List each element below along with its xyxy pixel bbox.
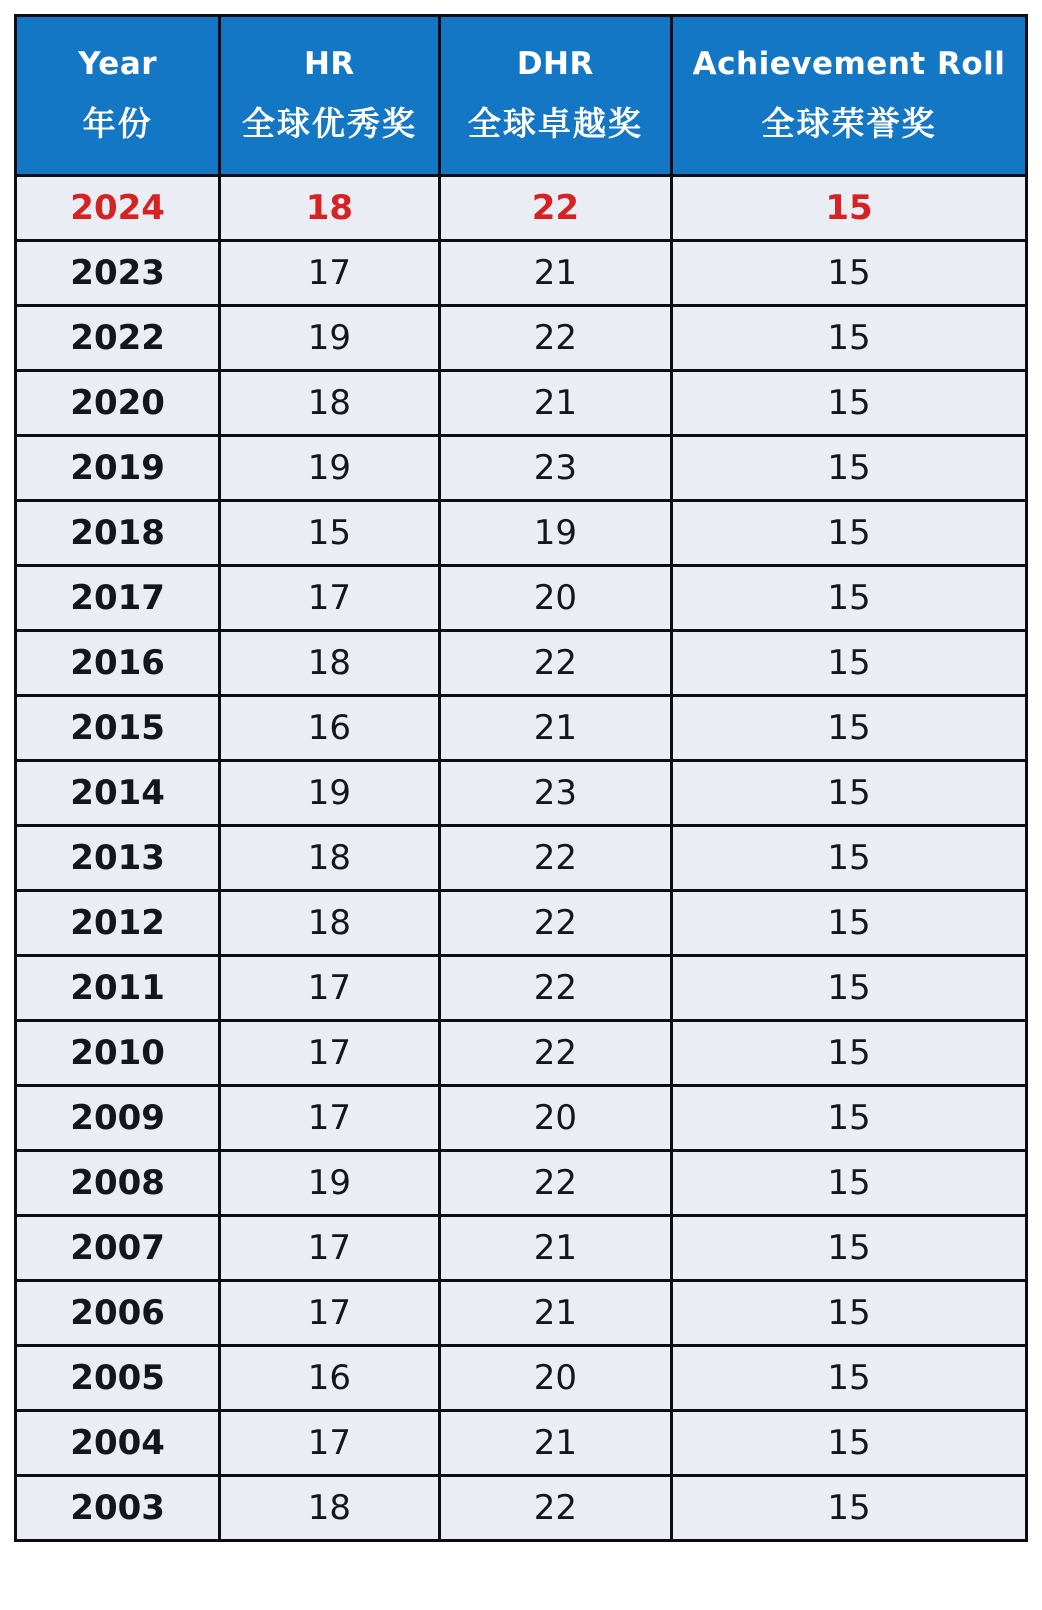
dhr-value-cell: 22 — [439, 826, 672, 891]
dhr-value-cell: 20 — [439, 566, 672, 631]
table-row — [16, 1476, 1027, 1541]
hr-value-cell: 18 — [220, 1476, 439, 1541]
header-hr-en: HR — [303, 46, 355, 82]
roll-value-cell: 15 — [672, 696, 1027, 761]
dhr-value-cell: 23 — [439, 761, 672, 826]
dhr-value-cell: 21 — [439, 696, 672, 761]
year-cell: 2020 — [16, 371, 220, 436]
dhr-value-cell: 21 — [439, 1411, 672, 1476]
header-cell-dhr — [439, 16, 672, 176]
year-cell: 2024 — [16, 176, 220, 241]
hr-value-cell: 17 — [220, 241, 439, 306]
year-cell: 2011 — [16, 956, 220, 1021]
hr-value-cell: 17 — [220, 1021, 439, 1086]
hr-value-cell: 18 — [220, 371, 439, 436]
hr-value-cell: 17 — [220, 1411, 439, 1476]
hr-value-cell: 16 — [220, 1346, 439, 1411]
year-cell: 2006 — [16, 1281, 220, 1346]
year-cell: 2014 — [16, 761, 220, 826]
roll-value-cell: 15 — [672, 761, 1027, 826]
table-row — [16, 501, 1027, 566]
hr-value-cell: 18 — [220, 176, 439, 241]
roll-value-cell: 15 — [672, 501, 1027, 566]
year-cell: 2017 — [16, 566, 220, 631]
year-cell: 2008 — [16, 1151, 220, 1216]
roll-value-cell: 15 — [672, 176, 1027, 241]
table-row — [16, 1281, 1027, 1346]
year-cell: 2016 — [16, 631, 220, 696]
dhr-value-cell: 22 — [439, 631, 672, 696]
dhr-value-cell: 22 — [439, 1151, 672, 1216]
table-row — [16, 1346, 1027, 1411]
hr-value-cell: 19 — [220, 1151, 439, 1216]
hr-value-cell: 17 — [220, 1216, 439, 1281]
roll-value-cell: 15 — [672, 1086, 1027, 1151]
year-cell: 2009 — [16, 1086, 220, 1151]
awards-table — [14, 14, 1028, 1542]
year-cell: 2019 — [16, 436, 220, 501]
dhr-value-cell: 22 — [439, 176, 672, 241]
roll-value-cell: 15 — [672, 566, 1027, 631]
header-row — [16, 16, 1027, 176]
dhr-value-cell: 23 — [439, 436, 672, 501]
hr-value-cell: 19 — [220, 306, 439, 371]
table-row — [16, 176, 1027, 241]
dhr-value-cell: 22 — [439, 306, 672, 371]
header-roll-zh: 全球荣誉奖 — [761, 104, 937, 143]
table-row — [16, 1021, 1027, 1086]
dhr-value-cell: 21 — [439, 1281, 672, 1346]
table-row — [16, 1151, 1027, 1216]
hr-value-cell: 18 — [220, 891, 439, 956]
hr-value-cell: 19 — [220, 761, 439, 826]
roll-value-cell: 15 — [672, 1476, 1027, 1541]
year-cell: 2012 — [16, 891, 220, 956]
header-dhr-en: DHR — [516, 46, 594, 82]
hr-value-cell: 17 — [220, 1086, 439, 1151]
year-cell: 2007 — [16, 1216, 220, 1281]
dhr-value-cell: 22 — [439, 891, 672, 956]
hr-value-cell: 16 — [220, 696, 439, 761]
hr-value-cell: 18 — [220, 826, 439, 891]
roll-value-cell: 15 — [672, 1021, 1027, 1086]
dhr-value-cell: 22 — [439, 956, 672, 1021]
hr-value-cell: 17 — [220, 956, 439, 1021]
table-row — [16, 826, 1027, 891]
roll-value-cell: 15 — [672, 371, 1027, 436]
roll-value-cell: 15 — [672, 891, 1027, 956]
table-row — [16, 891, 1027, 956]
table-row — [16, 956, 1027, 1021]
year-cell: 2015 — [16, 696, 220, 761]
year-cell: 2023 — [16, 241, 220, 306]
table-body — [16, 176, 1027, 1541]
dhr-value-cell: 22 — [439, 1476, 672, 1541]
header-roll-en: Achievement Roll — [692, 46, 1006, 82]
table-row — [16, 241, 1027, 306]
table-row — [16, 1216, 1027, 1281]
header-cell-achievement-roll — [672, 16, 1027, 176]
header-hr-zh: 全球优秀奖 — [241, 104, 417, 143]
year-cell: 2003 — [16, 1476, 220, 1541]
header-cell-hr — [220, 16, 439, 176]
roll-value-cell: 15 — [672, 631, 1027, 696]
table-row — [16, 761, 1027, 826]
table-row — [16, 1411, 1027, 1476]
header-cell-year — [16, 16, 220, 176]
year-cell: 2018 — [16, 501, 220, 566]
header-dhr-zh: 全球卓越奖 — [467, 104, 643, 143]
hr-value-cell: 19 — [220, 436, 439, 501]
dhr-value-cell: 22 — [439, 1021, 672, 1086]
year-cell: 2022 — [16, 306, 220, 371]
header-year-zh: 年份 — [82, 104, 153, 143]
hr-value-cell: 17 — [220, 566, 439, 631]
roll-value-cell: 15 — [672, 1151, 1027, 1216]
hr-value-cell: 18 — [220, 631, 439, 696]
dhr-value-cell: 20 — [439, 1086, 672, 1151]
year-cell: 2004 — [16, 1411, 220, 1476]
table-row — [16, 696, 1027, 761]
roll-value-cell: 15 — [672, 306, 1027, 371]
dhr-value-cell: 21 — [439, 371, 672, 436]
roll-value-cell: 15 — [672, 956, 1027, 1021]
hr-value-cell: 15 — [220, 501, 439, 566]
roll-value-cell: 15 — [672, 1216, 1027, 1281]
year-cell: 2010 — [16, 1021, 220, 1086]
table-row — [16, 371, 1027, 436]
roll-value-cell: 15 — [672, 241, 1027, 306]
year-cell: 2013 — [16, 826, 220, 891]
roll-value-cell: 15 — [672, 1346, 1027, 1411]
header-year-en: Year — [78, 46, 158, 82]
hr-value-cell: 17 — [220, 1281, 439, 1346]
dhr-value-cell: 21 — [439, 1216, 672, 1281]
year-cell: 2005 — [16, 1346, 220, 1411]
roll-value-cell: 15 — [672, 826, 1027, 891]
roll-value-cell: 15 — [672, 436, 1027, 501]
roll-value-cell: 15 — [672, 1281, 1027, 1346]
dhr-value-cell: 20 — [439, 1346, 672, 1411]
table-row — [16, 1086, 1027, 1151]
table-row — [16, 436, 1027, 501]
dhr-value-cell: 21 — [439, 241, 672, 306]
table-row — [16, 631, 1027, 696]
dhr-value-cell: 19 — [439, 501, 672, 566]
roll-value-cell: 15 — [672, 1411, 1027, 1476]
table-row — [16, 566, 1027, 631]
table-row — [16, 306, 1027, 371]
